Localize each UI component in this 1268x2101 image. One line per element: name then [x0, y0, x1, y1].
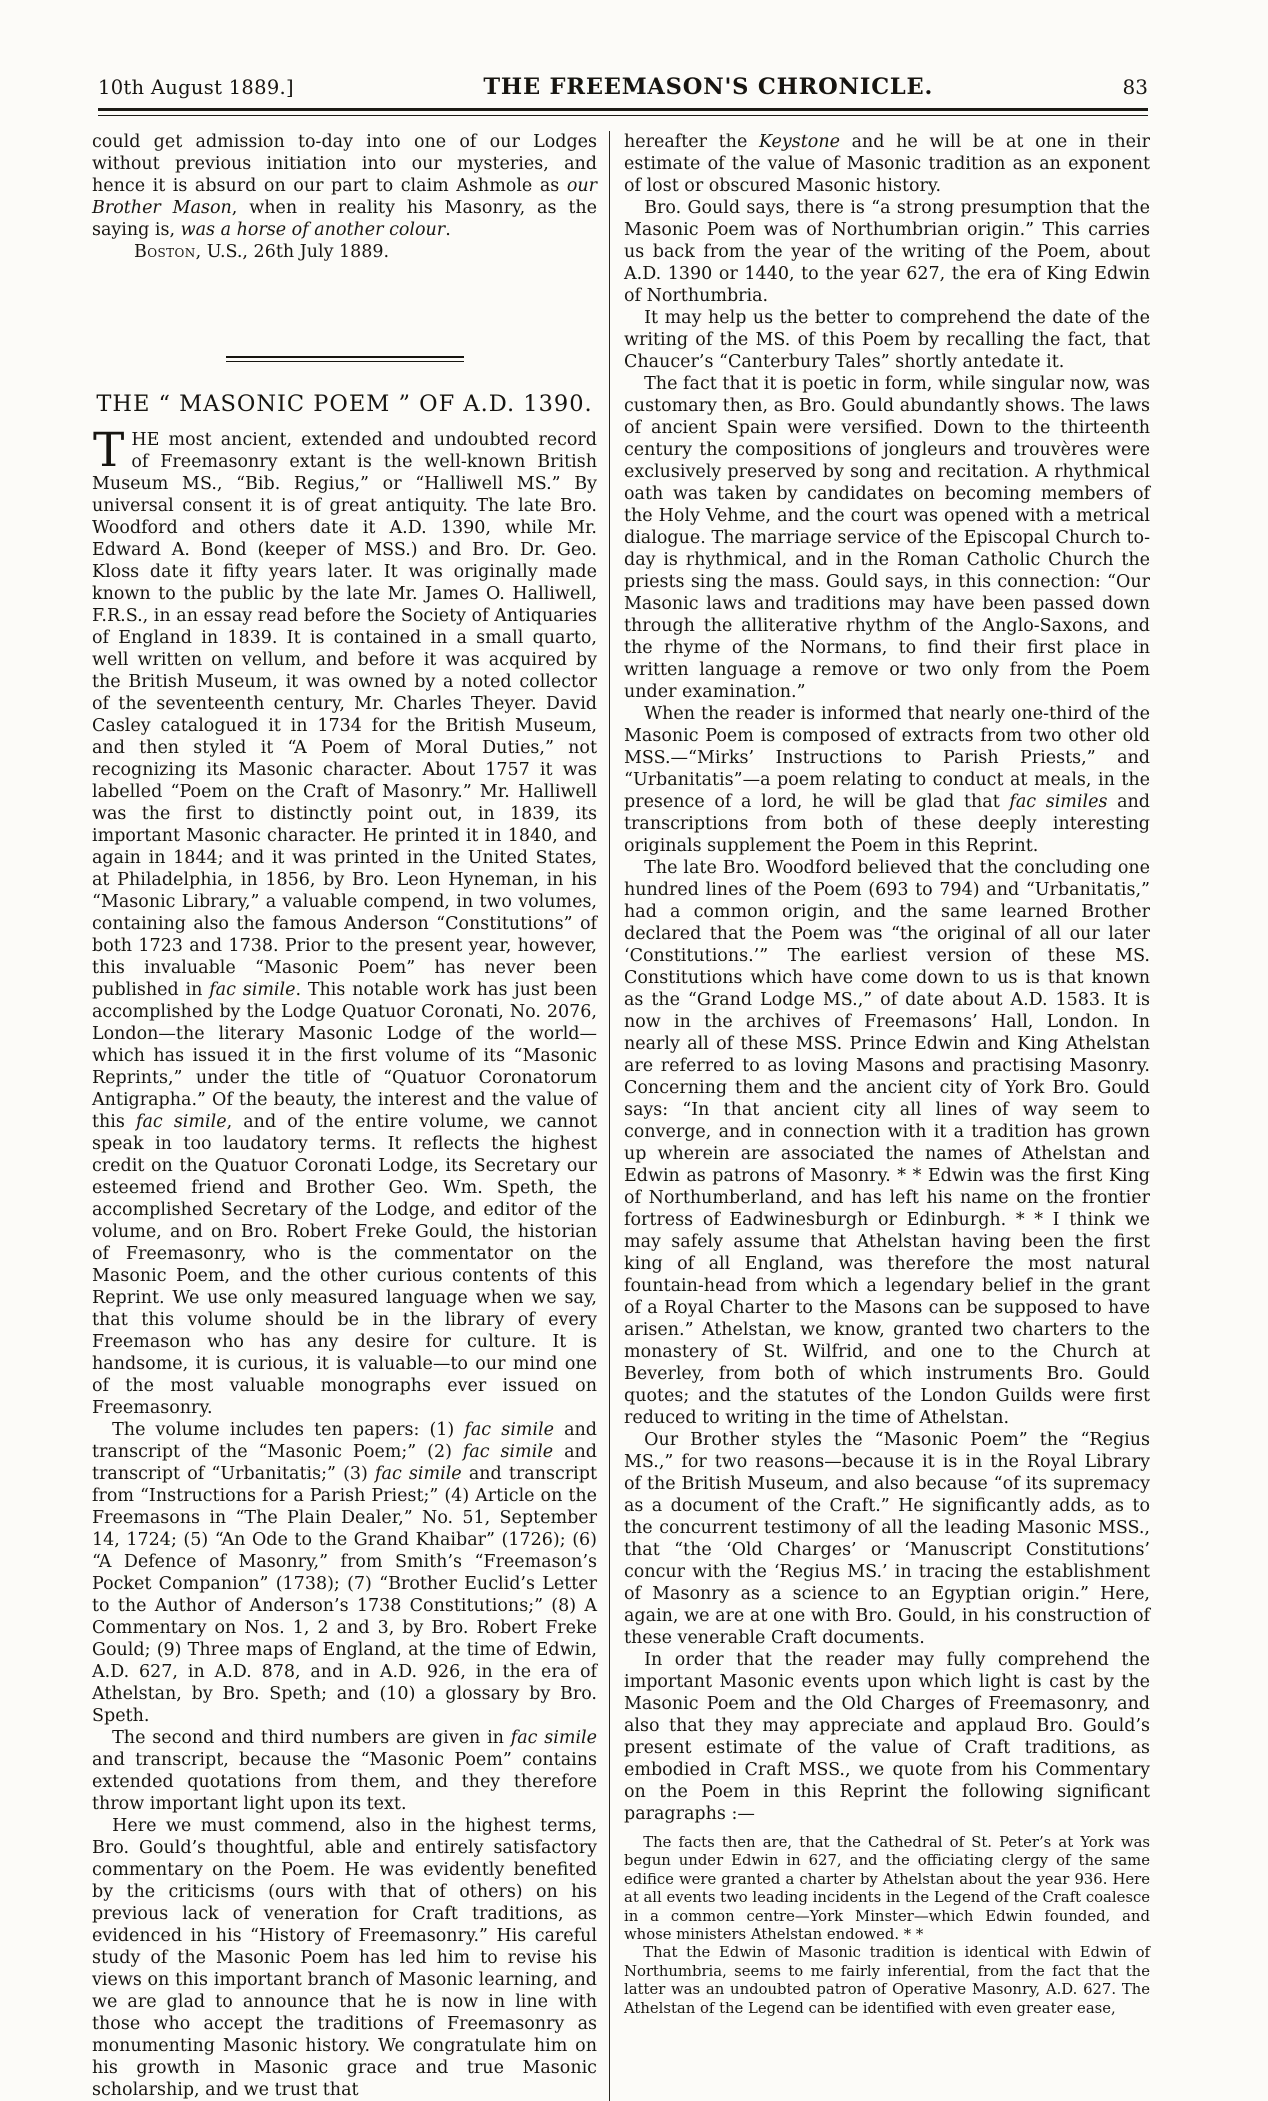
paragraph: The second and third numbers are given in fac simile and transcript, because the “Masonic Poem” contains extended quotations from them, and they therefore throw important light upon its text.	[92, 1727, 598, 1814]
drop-cap: T	[93, 422, 125, 478]
page-header	[98, 74, 1148, 100]
header-double-rule	[98, 108, 1148, 116]
page-number: 83	[1122, 75, 1148, 99]
paragraph: In order that the reader may fully comprehend the important Masonic events upon which light is cast by the Masonic Poem and the Old Charges of Freemasonry, and also that they may appreciate and applaud Bro. Gould’s present estimate of the value of Craft traditions, as embodied in Craft MSS., we quote from his Commentary on the Poem in this Reprint the following significant paragraphs :—	[624, 1650, 1150, 1824]
quoted-extract: That the Edwin of Masonic tradition is identical with Edwin of Northumbria, seems to me fairly inferential, from the fact that the latter was an undoubted patron of Operative Masonry, A.D. 627. The Athelstan of the Legend can be identified with even greater ease,	[624, 1944, 1150, 2017]
small-caps-text: Boston	[134, 242, 196, 262]
paragraph: The late Bro. Woodford believed that the concluding one hundred lines of the Poem (693 to 794) and “Urbanitatis,” had a common origin, and the same learned Brother declared that the Poem was “the original of all our later ‘Constitutions.’” The earliest version of these MS. Constitutions which have come down to us is that known as the “Grand Lodge MS.,” of date about A.D. 1583. It is now in the archives of Freemasons’ Hall, London. In nearly all of these MSS. Prince Edwin and King Athelstan are referred to as loving Masons and practising Masonry. Concerning them and the ancient city of York Bro. Gould says: “In that ancient city all lines of way seem to converge, and in connection with it a tradition has grown up wherein are associated the names of Athelstan and Edwin as patrons of Masonry. * * Edwin was the first King of Northumberland, and has left his name on the frontier fortress of Eadwinesburgh or Edinburgh. * * I think we may safely assume that Athelstan having been the first king of all England, was therefore the most natural fountain-head from which a legendary belief in the grant of a Royal Charter to the Masons can be supposed to have arisen.” Athelstan, we know, granted two charters to the monastery of St. Wilfrid, and one to the Church at Beverley, from both of which instruments Bro. Gould quotes; and the statutes of the London Guilds were first reduced to writing in the time of Athelstan.	[624, 858, 1150, 1428]
paragraph: The fact that it is poetic in form, while singular now, was customary then, as Bro. Gould abundantly shows. The laws of ancient Spain were versified. Down to the thirteenth century the compositions of jongleurs and trouvères were exclusively preserved by song and recitation. A rhythmical oath was taken by candidates on becoming members of the Holy Vehme, and the court was opened with a metrical dialogue. The marriage service of the Episcopal Church to-day is rhythmical, and in the Roman Catholic Church the priests sing the mass. Gould says, in this connection: “Our Masonic laws and traditions may have been passed down through the alliterative rhythm of the Anglo-Saxons, and the rhyme of the Normans, to find their first place in written language a remove or two only from the Poem under examination.”	[624, 374, 1150, 702]
paragraph: Here we must commend, also in the highest terms, Bro. Gould’s thoughtful, able and entirely satisfactory commentary on the Poem. He was evidently benefited by the criticisms (ours with that of others) on his previous lack of veneration for Craft traditions, as evidenced in his “History of Freemasonry.” His careful study of the Masonic Poem has led him to revise his views on this important branch of Masonic learning, and we are glad to announce that he is now in line with those who accept the traditions of Freemasonry as monumenting Masonic history. We congratulate him on his growth in Masonic grace and true Masonic scholarship, and we trust that	[92, 1815, 597, 2100]
article-columns	[92, 131, 1150, 2101]
masthead-title: THE FREEMASON'S CHRONICLE.	[483, 74, 934, 100]
article-heading: THE “ MASONIC POEM ” OF A.D. 1390.	[96, 390, 593, 417]
paragraph: Bro. Gould says, there is “a strong presumption that the Masonic Poem was of Northumbrian origin.” This carries us back from the year of the writing of the Poem, about A.D. 1390 or 1440, to the year 627, the era of King Edwin of Northumbria.	[624, 198, 1150, 306]
paragraph: When the reader is informed that nearly one-third of the Masonic Poem is composed of extracts from two other old MSS.—“Mirks’ Instructions to Parish Priests,” and “Urbanitatis”—a poem relating to conduct at meals, in the presence of a lord, he will be glad that fac similes and transcriptions from both of these deeply interesting originals supplement the Poem in this Reprint.	[624, 704, 1150, 856]
quoted-extract: The facts then are, that the Cathedral of St. Peter’s at York was begun under Edwin in 627, and the officiating clergy of the same edifice were granted a charter by Athelstan about the year 936. Here at all events two leading incidents in the Legend of the Craft coalesce in a common centre—York Minster—which Edwin founded, and whose ministers Athelstan endowed. * *	[624, 1834, 1150, 1944]
lead-paragraph: THE most ancient, extended and undoubted record of Freemasonry extant is the well-known British Museum MS., “Bib. Regius,” or “Halliwell MS.” By universal consent it is of great antiquity. The late Bro. Woodford and others date it A.D. 1390, while Mr. Edward A. Bond (keeper of MSS.) and Bro. Dr. Geo. Kloss date it fifty years later. It was originally made known to the public by the late Mr. James O. Halliwell, F.R.S., in an essay read before the Society of Antiquaries of England in 1839. It is contained in a small quarto, well written on vellum, and before it was acquired by the British Museum, it was owned by a noted collector of the seventeenth century, Mr. Charles Theyer. David Casley catalogued it in 1734 for the British Museum, and then styled it “A Poem of Moral Duties,” not recognizing its Masonic character. About 1757 it was labelled “Poem on the Craft of Masonry.” Mr. Halliwell was the first to distinctly point out, in 1839, its important Masonic character. He printed it in 1840, and again in 1844; and it was printed in the United States, at Philadelphia, in 1856, by Bro. Leon Hyneman, in his “Masonic Library,” a valuable compend, in two volumes, containing also the famous Anderson “Constitutions” of both 1723 and 1738. Prior to the present year, however, this invaluable “Masonic Poem” has never been published in fac simile. This notable work has just been accomplished by the Lodge Quatuor Coronati, No. 2076, London—the literary Masonic Lodge of the world—which has issued it in the first volume of its “Masonic Reprints,” under the title of “Quatuor Coronatorum Antigrapha.” Of the beauty, the interest and the value of this fac simile, and of the entire volume, we cannot speak in too laudatory terms. It reflects the highest credit on the Quatuor Coronati Lodge, its Secretary our esteemed friend and Brother Geo. Wm. Speth, the accomplished Secretary of the Lodge, and editor of the volume, and on Bro. Robert Freke Gould, the historian of Freemasonry, who is the commentator on the Masonic Poem, and the other curious contents of this Reprint. We use only measured language when we say, that this volume should be in the library of every Freemason who has any desire for culture. It is handsome, it is curious, it is valuable—to our mind one of the most valuable monographs ever issued on Freemasonry.	[92, 422, 597, 1418]
paragraph: Our Brother styles the “Masonic Poem” the “Regius MS.,” for two reasons—because it is in the Royal Library of the British Museum, and also because “of its supremacy as a document of the Craft.” He significantly adds, as to the concurrent testimony of all the leading Masonic MSS., that “the ‘Old Charges’ or ‘Manuscript Constitutions’ concur with the ‘Regius MS.’ in tracing the establishment of Masonry as a science to an Egyptian origin.” Here, again, we are at one with Bro. Gould, in his construction of these venerable Craft documents.	[624, 1430, 1150, 1648]
section-divider	[226, 356, 464, 362]
issue-date: 10th August 1889.]	[98, 76, 294, 99]
right-column	[609, 131, 1150, 2101]
left-column	[92, 131, 609, 2101]
continued-paragraph: hereafter the Keystone and he will be at one in their estimate of the value of Masonic tradition as an exponent of lost or obscured Masonic history.	[624, 132, 1150, 196]
dateline: Boston, U.S., 26th July 1889.	[134, 242, 390, 262]
continued-paragraph: could get admission to-day into one of our Lodges without previous initiation into our mysteries, and hence it is absurd on our part to claim Ashmole as our Brother Mason, when in reality his Masonry, as the saying is, was a horse of another colour.	[92, 132, 597, 240]
paragraph: It may help us the better to comprehend the date of the writing of the MS. of this Poem by recalling the fact, that Chaucer’s “Canterbury Tales” shortly antedate it.	[624, 308, 1150, 372]
paragraph: The volume includes ten papers: (1) fac simile and transcript of the “Masonic Poem;” (2) fac simile and transcript of “Urbanitatis;” (3) fac simile and transcript from “Instructions for a Parish Priest;” (4) Article on the Freemasons in “The Plain Dealer,” No. 51, September 14, 1724; (5) “An Ode to the Grand Khaibar” (1726); (6) “A Defence of Masonry,” from Smith’s “Freemason’s Pocket Companion” (1738); (7) “Brother Euclid’s Letter to the Author of Anderson’s 1738 Constitutions;” (8) A Commentary on Nos. 1, 2 and 3, by Bro. Robert Freke Gould; (9) Three maps of England, at the time of Edwin, A.D. 627, in A.D. 878, and in A.D. 926, in the era of Athelstan, by Bro. Speth; and (10) a glossary by Bro. Speth.	[92, 1419, 597, 1726]
